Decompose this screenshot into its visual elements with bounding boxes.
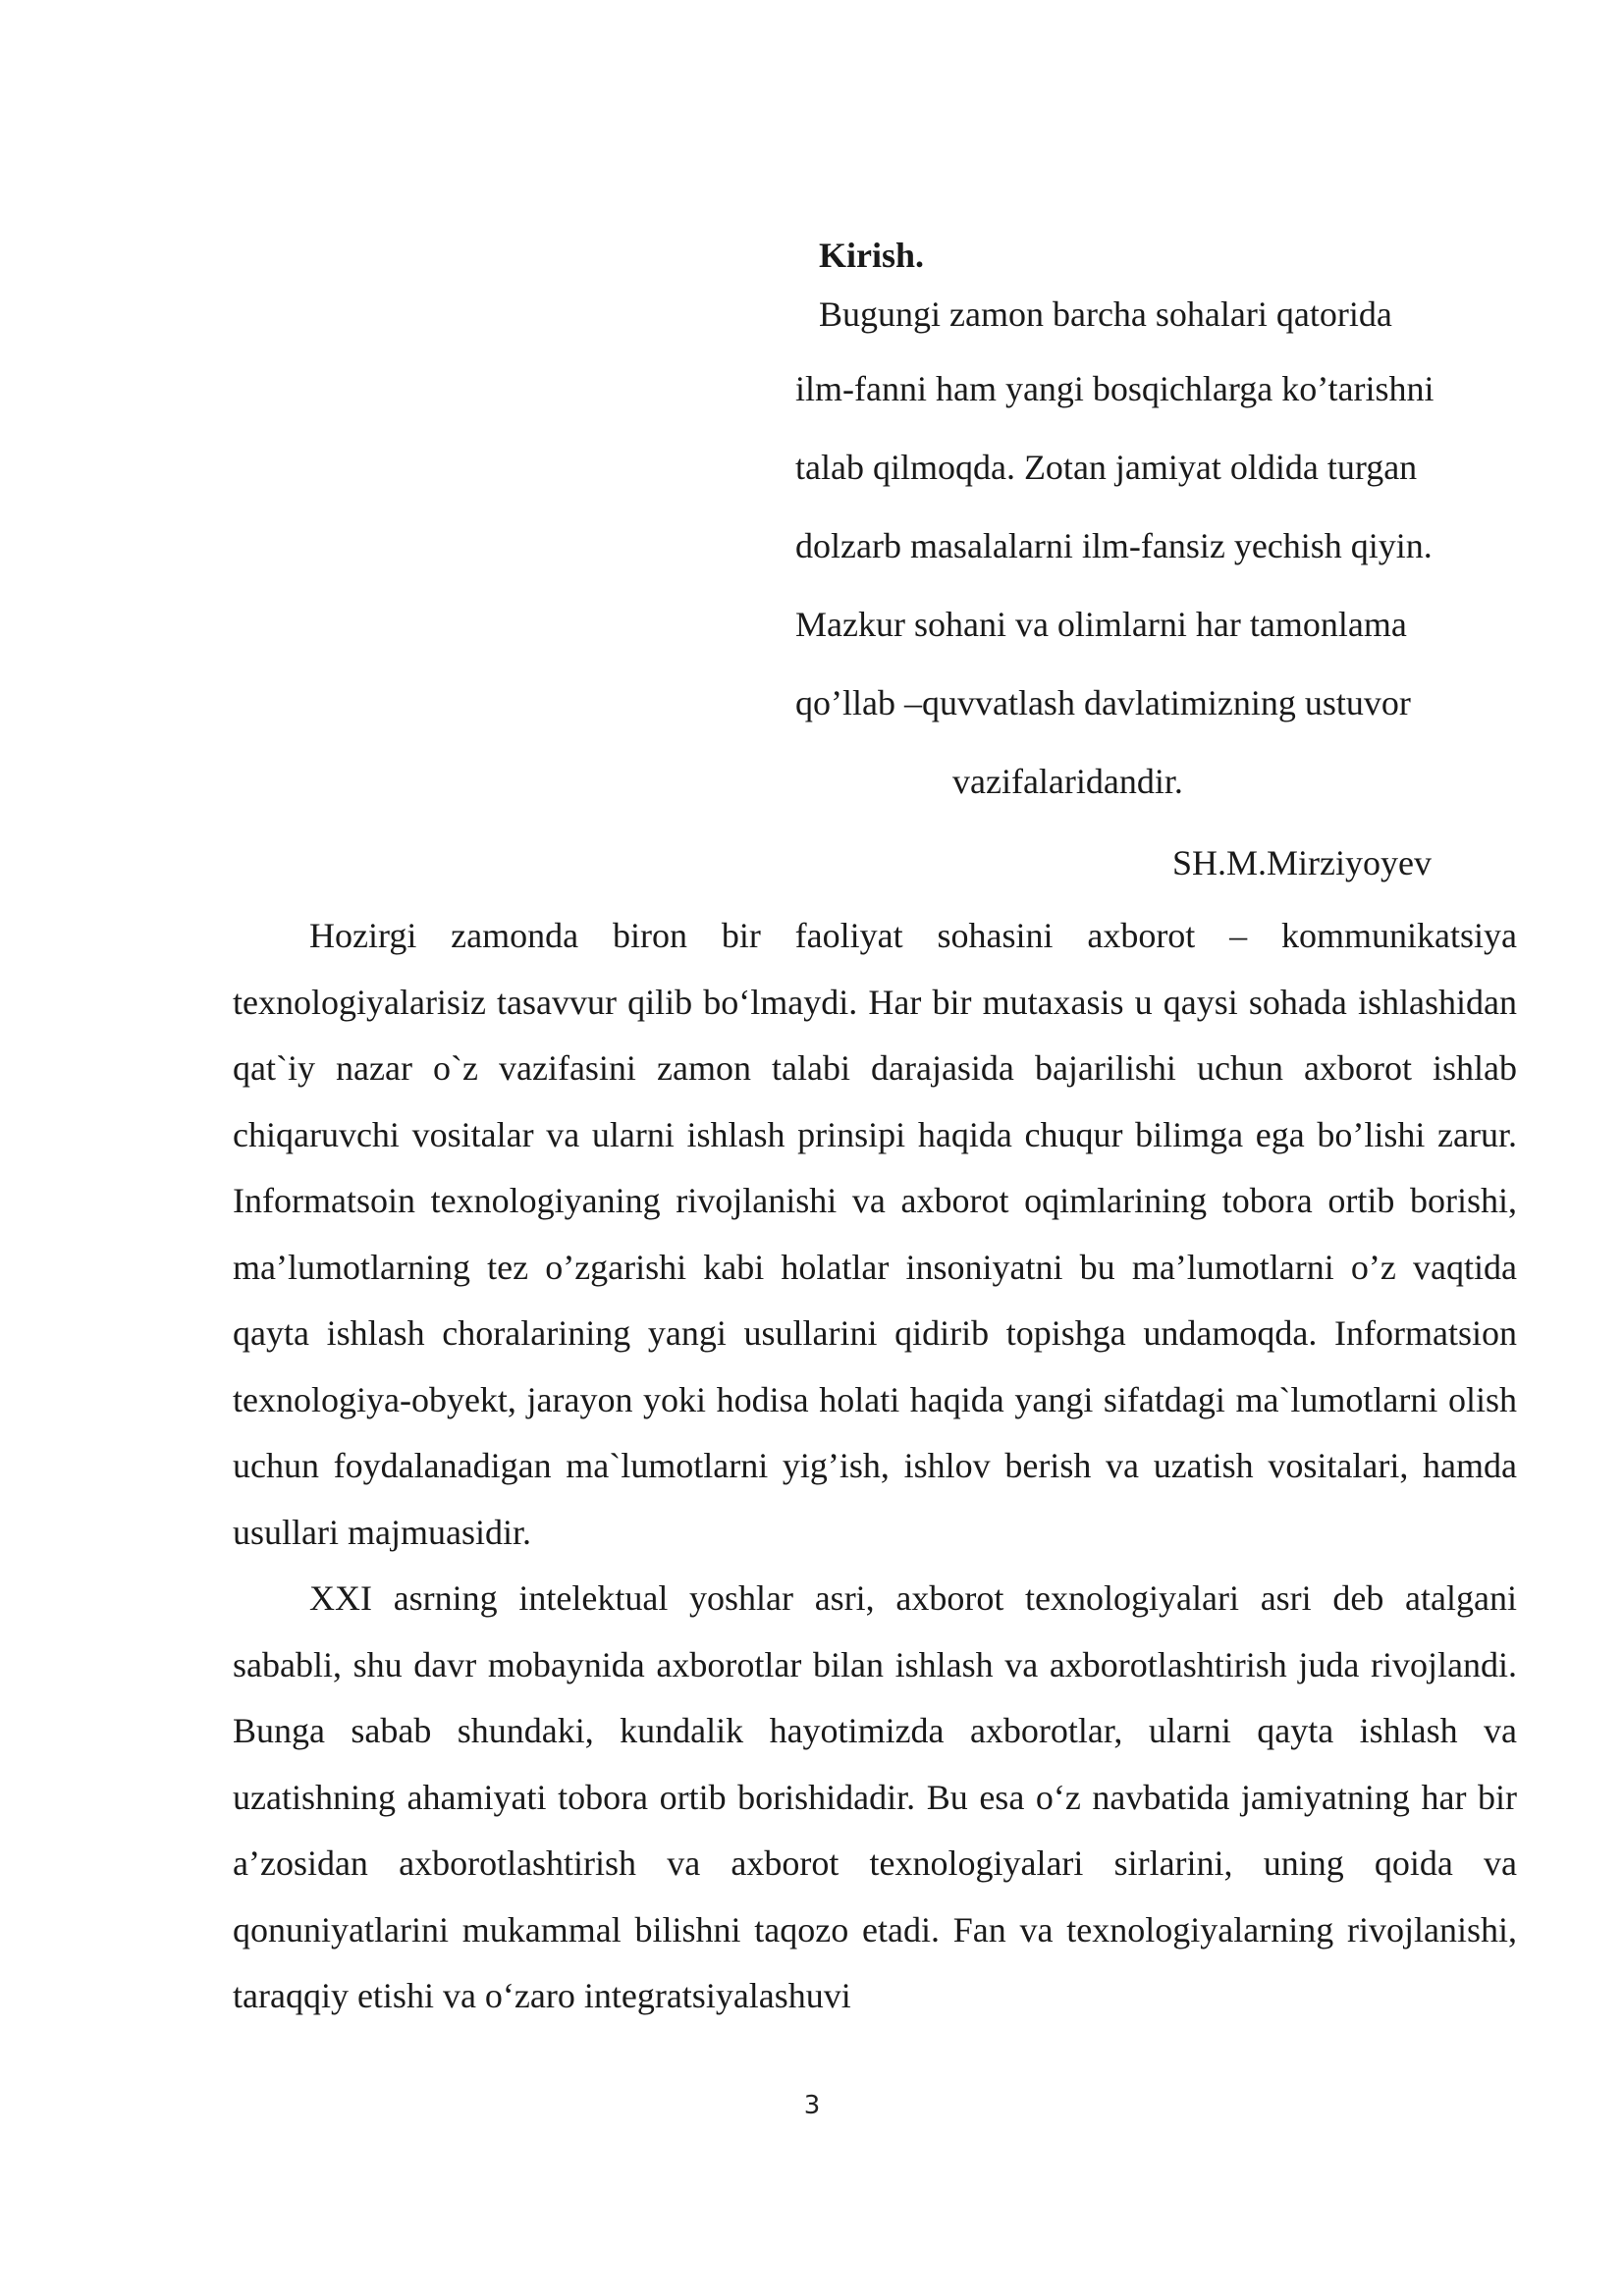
section-heading: Kirish. — [819, 236, 925, 275]
epigraph-line: Mazkur sohani va olimlarni har tamonlama — [795, 605, 1407, 644]
epigraph-line: vazifalaridandir. — [952, 762, 1183, 801]
body-text — [233, 903, 1517, 2029]
epigraph-line: qo’llab –quvvatlash davlatimizning ustuvor — [795, 683, 1411, 722]
epigraph — [795, 232, 1522, 905]
epigraph-author: SH.M.Mirziyoyev — [1172, 843, 1432, 882]
epigraph-line: ilm-fanni ham yangi bosqichlarga ko’tarishni — [795, 369, 1435, 408]
paragraph: XXI asrning intelektual yoshlar asri, axborot texnologiyalari asri deb atalgani sababli, shu davr mobaynida axborotlar bilan ishlash va axborotlashtirish juda rivojlandi. Bunga sabab shundaki, kundalik hayotimizda axborotlar, ularni qayta ishlash va uzatishning ahamiyati tobora ortib borishidadir. Bu esa o‘z navbatida jamiyatning har bir a’zosidan axborotlashtirish va axborot texnologiyalari sirlarini, uning qoida va qonuniyatlarini mukammal bilishni taqozo etadi. Fan va texnologiyalarning rivojlanishi, taraqqiy etishi va o‘zaro integratsiyalashuvi — [233, 1578, 1517, 2015]
page-number: 3 — [803, 2091, 821, 2120]
epigraph-line: talab qilmoqda. Zotan jamiyat oldida turgan — [795, 448, 1418, 487]
epigraph-line: dolzarb masalalarni ilm-fansiz yechish qiyin. — [795, 526, 1433, 565]
epigraph-line: Bugungi zamon barcha sohalari qatorida — [819, 294, 1392, 334]
paragraph: Hozirgi zamonda biron bir faoliyat sohasini axborot – kommunikatsiya texnologiyalarisiz tasavvur qilib bo‘lmaydi. Har bir mutaxasis u qaysi sohada ishlashidan qat`iy nazar o`z vazifasini zamon talabi darajasida bajarilishi uchun axborot ishlab chiqaruvchi vositalar va ularni ishlash prinsipi haqida chuqur bilimga ega bo’lishi zarur. Informatsoin texnologiyaning rivojlanishi va axborot oqimlarining tobora ortib borishi, ma’lumotlarning tez o’zgarishi kabi holatlar insoniyatni bu ma’lumotlarni o’z vaqtida qayta ishlash choralarining yangi usullarini qidirib topishga undamoqda. Informatsion texnologiya-obyekt, jarayon yoki hodisa holati haqida yangi sifatdagi ma`lumotlarni olish uchun foydalanadigan ma`lumotlarni yig’ish, ishlov berish va uzatish vositalari, hamda usullari majmuasidir. — [233, 916, 1517, 1552]
